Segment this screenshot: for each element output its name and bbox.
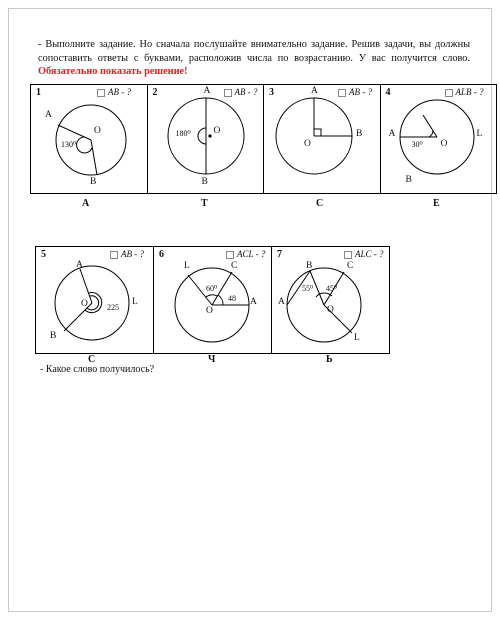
circle-diagram-7 — [272, 247, 390, 354]
task-question: ACL - ? — [226, 249, 265, 259]
angle-label: 30⁰ — [411, 140, 423, 149]
point-c-label: C — [231, 261, 238, 271]
angle-1-label: 55⁰ — [302, 284, 314, 293]
center-o-label: O — [440, 139, 448, 149]
angle-1-label: 60⁰ — [206, 284, 218, 293]
task-number: 4 — [385, 87, 391, 98]
point-l-label: L — [476, 129, 483, 139]
task-number: 6 — [159, 249, 164, 260]
task-3-cell — [264, 85, 381, 194]
point-b-label: B — [405, 175, 412, 185]
center-o-label: O — [81, 299, 88, 309]
task-number: 3 — [269, 87, 274, 98]
task-question: ALB - ? — [445, 87, 484, 97]
emphasis-text: Обязательно показать решение! — [38, 66, 188, 77]
angle-label: 180⁰ — [175, 129, 191, 138]
center-o-label: O — [304, 139, 311, 149]
point-a-label: A — [278, 297, 285, 307]
task-number: 7 — [277, 249, 282, 260]
point-a-label: A — [250, 297, 257, 307]
task-question: ALC - ? — [344, 249, 384, 259]
point-a-label: A — [45, 110, 52, 120]
task-number: 2 — [152, 87, 158, 98]
task-6-cell — [154, 247, 272, 354]
answer-letter-4: Е — [433, 198, 440, 209]
circle-diagram-3 — [264, 85, 380, 194]
answer-letter-6: Ч — [208, 354, 216, 365]
answer-letter-7: Ь — [326, 354, 333, 365]
task-number: 5 — [41, 249, 46, 260]
point-b-label: B — [90, 177, 97, 187]
answer-letter-2: Т — [201, 198, 208, 209]
angle-label: 225 — [107, 303, 119, 312]
task-7-cell — [272, 247, 390, 354]
angle-2-label: 45⁰ — [326, 284, 338, 293]
point-a-label: A — [203, 86, 211, 96]
point-l-label: L — [184, 261, 190, 271]
tasks-row-1 — [30, 84, 497, 194]
point-b-label: B — [306, 261, 313, 271]
center-o-label: O — [206, 306, 213, 316]
angle-2-label: 48 — [228, 294, 236, 303]
task-question: AB - ? — [110, 249, 144, 259]
task-question: AB - ? — [97, 87, 131, 97]
task-2-cell — [148, 85, 265, 194]
point-l-label: L — [354, 333, 360, 343]
task-4-cell — [381, 85, 498, 194]
task-5-cell — [36, 247, 154, 354]
task-number: 1 — [36, 87, 41, 98]
angle-label: 130⁰ — [61, 140, 77, 149]
point-l-label: L — [132, 297, 138, 307]
answer-letter-5: С — [88, 354, 96, 365]
answer-letter-3: С — [316, 198, 324, 209]
center-o-label: O — [327, 305, 334, 315]
point-c-label: C — [347, 261, 354, 271]
task-question: AB - ? — [224, 87, 258, 97]
center-o-label: O — [94, 126, 101, 136]
point-b-label: B — [50, 331, 57, 341]
instruction-text: - Выполните задание. Но сначала послушайте внимательно задание. Решив задачи, вы должны сопоставить ответы с буквами, расположив числа по возрастанию. У вас получится слово. — [38, 39, 470, 64]
final-question: - Какое слово получилось? — [40, 364, 155, 375]
task-question: AB - ? — [338, 87, 372, 97]
point-b-label: B — [356, 129, 363, 139]
task-1-cell — [31, 85, 148, 194]
answer-letter-1: А — [82, 198, 90, 209]
point-b-label: B — [201, 177, 208, 187]
point-a-label: A — [388, 129, 396, 139]
point-a-label: A — [311, 86, 318, 96]
task-instructions — [38, 38, 470, 79]
point-a-label: A — [76, 260, 83, 270]
circle-diagram-4 — [381, 85, 497, 194]
center-o-label: O — [213, 126, 221, 136]
tasks-row-2 — [35, 246, 390, 354]
circle-diagram-1 — [31, 85, 147, 194]
